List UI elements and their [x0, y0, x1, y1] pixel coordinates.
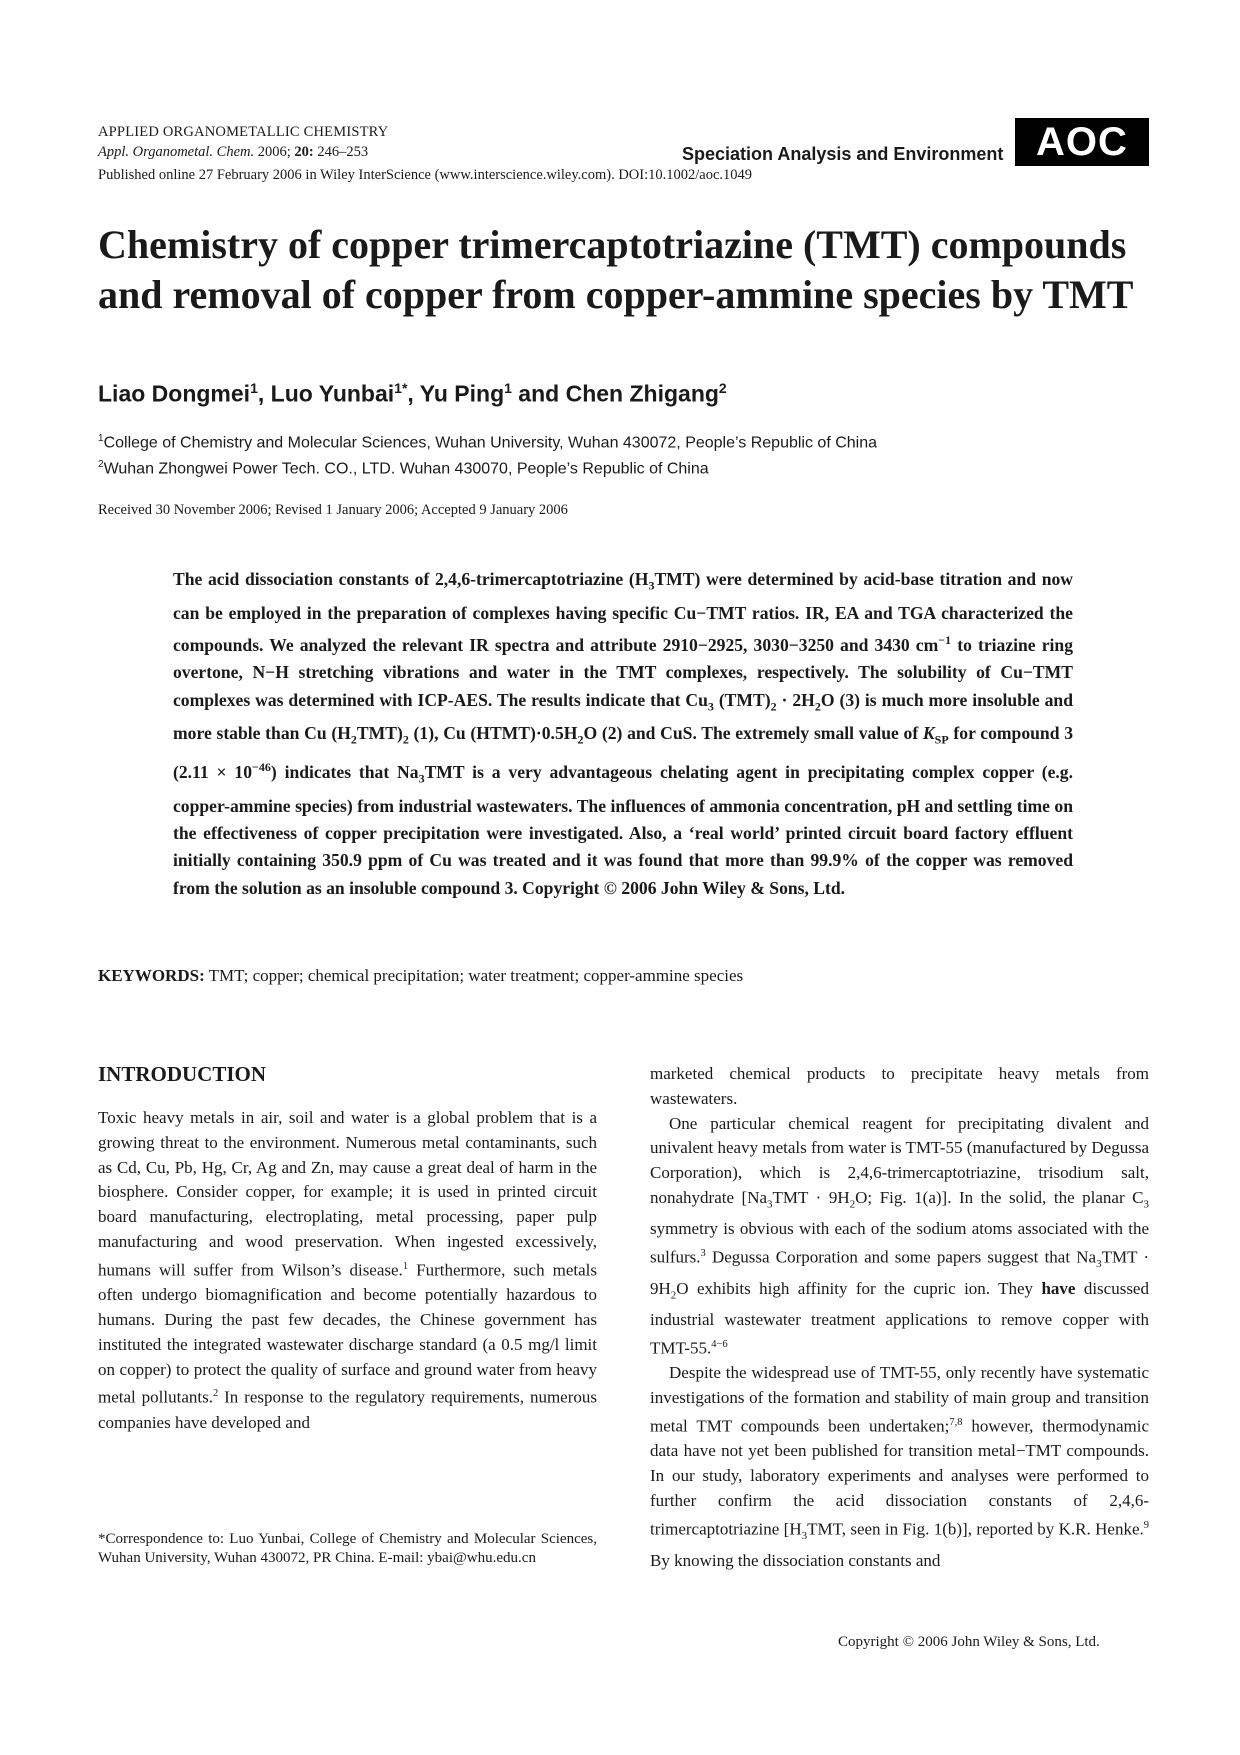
journal-logo: AOC — [1015, 118, 1149, 166]
intro-paragraph: marketed chemical products to precipitate heavy metals from wastewaters. — [650, 1064, 1149, 1108]
author-name: Liao Dongmei — [98, 380, 251, 407]
intro-paragraph: One particular chemical reagent for precipitating divalent and univalent heavy metals from water is TMT-55 (manufactured by Degussa Corporation), which is 2,4,6-trimercaptotriazine, trisodium salt, nonahydrate [$Na_3TMT \cdot 9H_2O$; Fig. 1(a)]. In the solid, the planar $C_3$ symmetry is obvious with each of the sodium atoms associated with the sulfurs.$^3$ Degussa Corporation and some papers suggest that $Na_3TMT \cdot 9H_2O$ exhibits high affinity for the cupric ion. They have discussed industrial wastewater treatment applications to remove copper with TMT-55.$^{4-6}$ — [650, 1113, 1150, 1358]
abstract: The acid dissociation constants of 2,4,6-trimercaptotriazine $(H_3TMT)$ were determined by acid-base titration and now can be employed in the preparation of complexes having specific Cu−TMT ratios. IR, EA and TGA characterized the compounds. We analyzed the relevant IR spectra and attribute 2910−2925, 3030−3250 and 3430 $cm^{-1}$ to triazine ring overtone, N−H stretching vibrations and water in the TMT complexes, respectively. The solubility of Cu−TMT complexes was determined with ICP-AES. The results indicate that $Cu_3$ $(TMT)_2 \cdot 2H_2O$ (3) is much more insoluble and more stable than Cu $(H_2TMT)_2$ (1), Cu $(HTMT)\cdot 0.5H_2O$ (2) and CuS. The extremely small value of $K_{SP}$ for compound 3 $(2.11 \times 10^{-46})$ indicates that $Na_3TMT$ is a very advantageous chelating agent in precipitating complex copper (e.g. copper-ammine species) from industrial wastewaters. The influences of ammonia concentration, pH and settling time on the effectiveness of copper precipitation were investigated. Also, a ‘real world’ printed circuit board factory effluent initially containing 350.9 ppm of Cu was treated and it was found that more than 99.9% of the copper was removed from the solution as an insoluble compound 3. Copyright © 2006 John Wiley & Sons, Ltd. — [173, 569, 1073, 898]
affiliation-line: $^2$Wuhan Zhongwei Power Tech. CO., LTD. Wuhan 430070, People’s Republic of China — [98, 459, 709, 478]
author-name: Yu Ping — [419, 380, 505, 407]
keywords-label: KEYWORDS: — [98, 966, 205, 985]
citation-volume: 20: — [294, 144, 314, 160]
reference-link[interactable]: 2 — [212, 1388, 219, 1400]
citation-year: 2006; — [257, 144, 291, 160]
footer-copyright: Copyright © 2006 John Wiley & Sons, Ltd. — [838, 1634, 1100, 1650]
intro-right-column — [650, 1062, 1149, 1573]
author-list: Liao Dongmei$^1$, Luo Yunbai$^{1*}$, Yu Ping$^1$ and Chen Zhigang$^2$ — [98, 380, 727, 407]
section-heading-introduction: INTRODUCTION — [98, 1062, 267, 1086]
intro-paragraph: Despite the widespread use of TMT-55, only recently have systematic investigations of the formation and stability of main group and transition metal TMT compounds been undertaken;$^{7,8}$ however, thermodynamic data have not yet been published for transition metal−TMT compounds. In our study, laboratory experiments and analyses were performed to further confirm the acid dissociation constants of 2,4,6-trimercaptotriazine [$H_3TMT$, seen in Fig. 1(b)], reported by K.R. Henke.$^9$ By knowing the dissociation constants and — [650, 1363, 1150, 1570]
citation-line — [98, 144, 368, 161]
citation-journal: Appl. Organometal. Chem. — [98, 144, 255, 160]
author-affiliation-mark: 2 — [718, 380, 727, 396]
author-name: Chen Zhigang — [565, 380, 719, 407]
reference-link[interactable]: 4−6 — [711, 1338, 728, 1350]
reference-link[interactable]: 1 — [402, 1260, 409, 1272]
journal-name: APPLIED ORGANOMETALLIC CHEMISTRY — [98, 124, 389, 140]
author-affiliation-mark: 1 — [250, 380, 258, 396]
keywords-text: TMT; copper; chemical precipitation; water treatment; copper-ammine species — [204, 966, 744, 985]
affiliations — [98, 428, 877, 481]
author-affiliation-mark: 1* — [394, 380, 408, 396]
reference-link[interactable]: 9 — [1143, 1519, 1149, 1531]
author-name: Luo Yunbai — [270, 380, 395, 407]
published-line: Published online 27 February 2006 in Wiley InterScience (www.interscience.wiley.com). DOI:10.1002/aoc.1049 — [98, 167, 753, 183]
section-label: Speciation Analysis and Environment — [682, 144, 1004, 164]
paper-title: Chemistry of copper trimercaptotriazine (TMT) compounds and removal of copper from copper-ammine species by TMT — [98, 222, 1134, 317]
intro-paragraph: Toxic heavy metals in air, soil and water is a global problem that is a growing threat to the environment. Numerous metal contaminants, such as Cd, Cu, Pb, Hg, Cr, Ag and Zn, may cause a great deal of harm in the biosphere. Consider copper, for example; it is used in printed circuit board manufacturing, electroplating, metal processing, paper pulp manufacturing and wood preservation. When ingested excessively, humans will suffer from Wilson’s disease.$^1$ Furthermore, such metals often undergo biomagnification and become potentially hazardous to humans. During the past few decades, the Chinese government has instituted the integrated wastewater discharge standard (a 0.5 mg/l limit on copper) to protect the quality of surface and ground water from heavy metal pollutants.$^2$ In response to the regulatory requirements, numerous companies have developed and — [98, 1108, 598, 1432]
reference-link[interactable]: 3 — [700, 1247, 706, 1259]
citation-pages: 246–253 — [317, 144, 369, 160]
correspondence-footnote: *Correspondence to: Luo Yunbai, College of Chemistry and Molecular Sciences, Wuhan University, Wuhan 430072, PR China. E-mail: ybai@whu.edu.cn — [98, 1531, 597, 1566]
author-affiliation-mark: 1 — [504, 380, 512, 396]
received-dates: Received 30 November 2006; Revised 1 January 2006; Accepted 9 January 2006 — [98, 502, 568, 518]
reference-link[interactable]: 7,8 — [949, 1416, 963, 1428]
keywords — [98, 966, 743, 986]
affiliation-line: $^1$College of Chemistry and Molecular Sciences, Wuhan University, Wuhan 430072, People’s Republic of China — [98, 433, 878, 452]
